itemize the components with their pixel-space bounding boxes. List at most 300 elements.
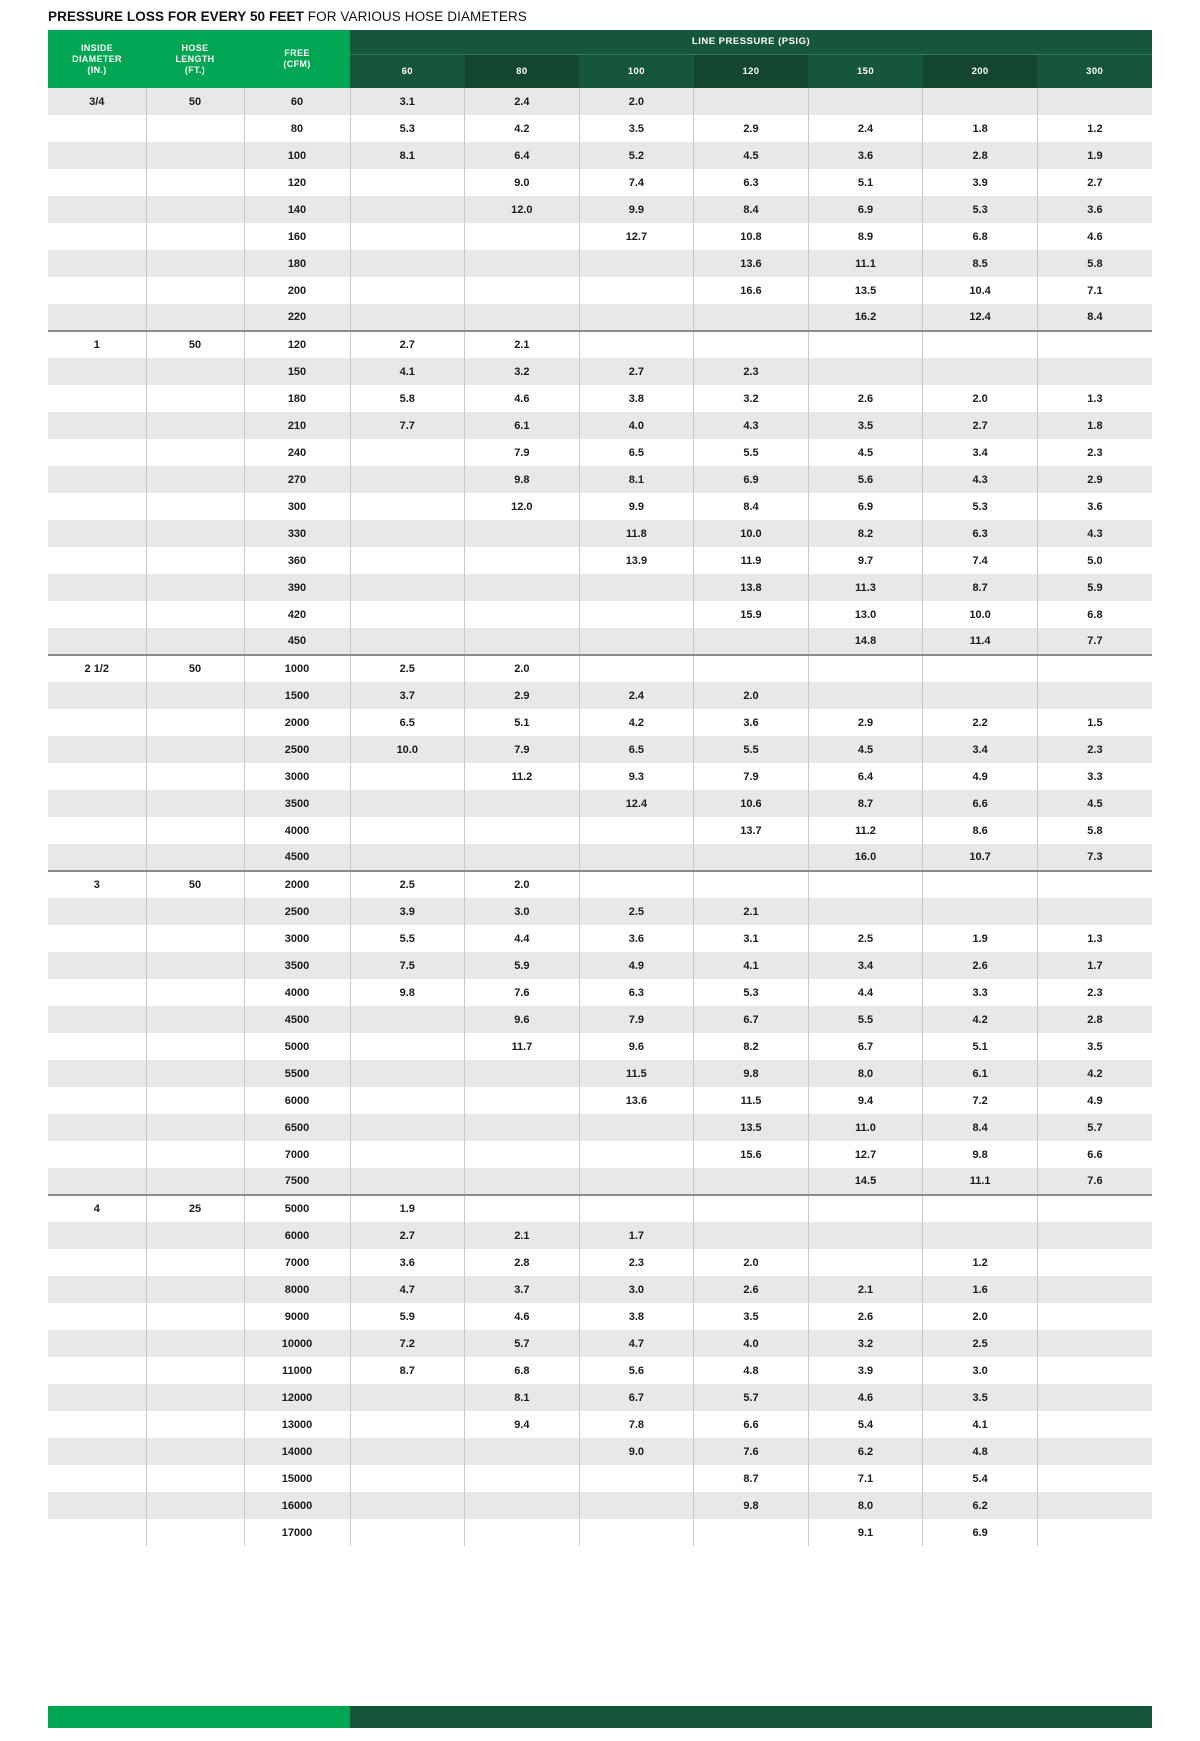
cell-pressure-80: 9.8 <box>465 466 580 493</box>
cell-pressure-60: 5.8 <box>350 385 465 412</box>
cell-pressure-80: 2.1 <box>465 331 580 358</box>
cell-pressure-120: 11.5 <box>694 1087 809 1114</box>
cell-free-cfm: 4500 <box>244 1006 350 1033</box>
cell-pressure-120: 4.5 <box>694 142 809 169</box>
table-row <box>48 466 1152 493</box>
cell-pressure-150: 12.7 <box>808 1141 923 1168</box>
cell-pressure-60 <box>350 574 465 601</box>
cell-pressure-100: 7.9 <box>579 1006 694 1033</box>
cell-pressure-150: 6.4 <box>808 763 923 790</box>
cell-pressure-150: 8.0 <box>808 1060 923 1087</box>
cell-inside-diameter <box>48 1249 146 1276</box>
cell-pressure-200 <box>923 88 1038 115</box>
cell-pressure-200: 10.7 <box>923 844 1038 871</box>
cell-pressure-60: 2.5 <box>350 871 465 898</box>
cell-pressure-80 <box>465 628 580 655</box>
cell-pressure-300: 5.7 <box>1037 1114 1152 1141</box>
cell-pressure-60: 2.5 <box>350 655 465 682</box>
cell-inside-diameter <box>48 520 146 547</box>
cell-pressure-120 <box>694 1519 809 1546</box>
cell-pressure-80: 9.0 <box>465 169 580 196</box>
cell-pressure-100: 3.6 <box>579 925 694 952</box>
cell-pressure-150: 3.9 <box>808 1357 923 1384</box>
cell-pressure-100 <box>579 574 694 601</box>
cell-pressure-80: 2.9 <box>465 682 580 709</box>
cell-pressure-120: 2.3 <box>694 358 809 385</box>
cell-hose-length <box>146 979 244 1006</box>
cell-inside-diameter <box>48 1006 146 1033</box>
cell-pressure-100 <box>579 844 694 871</box>
cell-free-cfm: 360 <box>244 547 350 574</box>
cell-pressure-150: 2.6 <box>808 385 923 412</box>
cell-pressure-150: 4.6 <box>808 1384 923 1411</box>
table-row <box>48 925 1152 952</box>
header-row-group <box>48 30 1152 54</box>
cell-pressure-300: 4.5 <box>1037 790 1152 817</box>
cell-hose-length <box>146 277 244 304</box>
cell-pressure-80 <box>465 1168 580 1195</box>
cell-hose-length: 50 <box>146 871 244 898</box>
cell-hose-length <box>146 466 244 493</box>
cell-pressure-60 <box>350 520 465 547</box>
cell-pressure-60 <box>350 1411 465 1438</box>
cell-pressure-200: 3.5 <box>923 1384 1038 1411</box>
cell-pressure-300 <box>1037 655 1152 682</box>
table-row <box>48 1492 1152 1519</box>
table-row <box>48 1141 1152 1168</box>
cell-pressure-60 <box>350 1060 465 1087</box>
table-row <box>48 979 1152 1006</box>
cell-pressure-80 <box>465 1492 580 1519</box>
cell-pressure-150 <box>808 331 923 358</box>
cell-pressure-200 <box>923 1195 1038 1222</box>
cell-pressure-200: 6.3 <box>923 520 1038 547</box>
cell-pressure-300 <box>1037 358 1152 385</box>
table-row <box>48 223 1152 250</box>
header-pressure-120: 120 <box>694 54 809 88</box>
cell-pressure-150 <box>808 682 923 709</box>
cell-pressure-100 <box>579 817 694 844</box>
cell-pressure-120 <box>694 304 809 331</box>
table-row <box>48 1222 1152 1249</box>
table-row <box>48 898 1152 925</box>
cell-hose-length <box>146 952 244 979</box>
cell-pressure-300: 2.3 <box>1087 446 1103 459</box>
cell-pressure-300: 3.3 <box>1087 770 1103 783</box>
cell-pressure-60 <box>350 547 465 574</box>
cell-pressure-150: 5.6 <box>808 466 923 493</box>
header-line-pressure-group: LINE PRESSURE (PSIG) <box>350 30 1152 54</box>
cell-pressure-100: 6.7 <box>579 1384 694 1411</box>
cell-free-cfm: 210 <box>244 412 350 439</box>
cell-free-cfm: 2500 <box>244 898 350 925</box>
table-row <box>48 1195 1152 1222</box>
cell-pressure-60 <box>350 169 465 196</box>
cell-pressure-150: 4.5 <box>808 439 923 466</box>
cell-pressure-80: 11.2 <box>465 763 580 790</box>
cell-pressure-120: 3.5 <box>694 1303 809 1330</box>
cell-inside-diameter <box>48 1222 146 1249</box>
table-row <box>48 682 1152 709</box>
cell-pressure-80: 5.7 <box>465 1330 580 1357</box>
table-row <box>48 1087 1152 1114</box>
cell-hose-length <box>146 358 244 385</box>
cell-pressure-200: 2.6 <box>923 952 1038 979</box>
cell-pressure-200: 4.1 <box>923 1411 1038 1438</box>
cell-pressure-80 <box>465 1519 580 1546</box>
cell-pressure-120: 8.2 <box>694 1033 809 1060</box>
cell-hose-length <box>146 601 244 628</box>
cell-pressure-100 <box>579 304 694 331</box>
cell-pressure-80 <box>465 574 580 601</box>
cell-inside-diameter <box>48 1519 146 1546</box>
cell-hose-length <box>146 898 244 925</box>
cell-pressure-80 <box>465 304 580 331</box>
cell-pressure-200 <box>923 655 1038 682</box>
cell-pressure-150: 6.2 <box>808 1438 923 1465</box>
cell-free-cfm: 80 <box>244 115 350 142</box>
cell-pressure-200: 1.2 <box>923 1249 1038 1276</box>
cell-pressure-60 <box>350 1168 465 1195</box>
cell-pressure-100: 12.7 <box>579 223 694 250</box>
cell-pressure-60 <box>350 1438 465 1465</box>
cell-pressure-80: 9.6 <box>465 1006 580 1033</box>
cell-free-cfm: 16000 <box>244 1492 350 1519</box>
cell-pressure-60: 8.7 <box>350 1357 465 1384</box>
cell-inside-diameter <box>48 547 146 574</box>
cell-pressure-150: 7.1 <box>808 1465 923 1492</box>
cell-pressure-150: 3.4 <box>808 952 923 979</box>
cell-pressure-150 <box>808 88 923 115</box>
cell-pressure-60: 5.9 <box>350 1303 465 1330</box>
cell-pressure-150: 11.0 <box>808 1114 923 1141</box>
cell-pressure-120: 6.9 <box>694 466 809 493</box>
cell-pressure-200: 5.3 <box>923 493 1038 520</box>
cell-pressure-200: 4.2 <box>923 1006 1038 1033</box>
cell-free-cfm: 450 <box>244 628 350 655</box>
cell-pressure-120: 2.1 <box>694 898 809 925</box>
cell-inside-diameter: 3/4 <box>48 88 146 115</box>
cell-hose-length <box>146 628 244 655</box>
footer-bar <box>48 1706 1152 1728</box>
cell-free-cfm: 150 <box>244 358 350 385</box>
cell-pressure-200: 11.4 <box>923 628 1038 655</box>
cell-pressure-300: 7.7 <box>1037 628 1152 655</box>
cell-pressure-60: 6.5 <box>350 709 465 736</box>
cell-inside-diameter <box>48 1168 146 1195</box>
cell-pressure-120: 4.8 <box>694 1357 809 1384</box>
cell-pressure-150 <box>808 358 923 385</box>
cell-pressure-150: 2.4 <box>808 115 923 142</box>
header-pressure-200: 200 <box>923 54 1038 88</box>
cell-pressure-120: 5.5 <box>694 736 809 763</box>
cell-pressure-150 <box>808 1195 923 1222</box>
cell-free-cfm: 60 <box>244 88 350 115</box>
cell-free-cfm: 17000 <box>244 1519 350 1546</box>
cell-free-cfm: 160 <box>244 223 350 250</box>
cell-pressure-60: 10.0 <box>350 736 465 763</box>
cell-pressure-150: 2.1 <box>808 1276 923 1303</box>
cell-free-cfm: 14000 <box>244 1438 350 1465</box>
cell-pressure-60: 7.5 <box>350 952 465 979</box>
cell-pressure-300 <box>1037 1222 1152 1249</box>
cell-free-cfm: 3000 <box>244 925 350 952</box>
cell-free-cfm: 6000 <box>244 1087 350 1114</box>
cell-pressure-60 <box>350 817 465 844</box>
cell-inside-diameter <box>48 844 146 871</box>
cell-inside-diameter <box>48 736 146 763</box>
cell-pressure-100: 2.5 <box>579 898 694 925</box>
cell-inside-diameter <box>48 601 146 628</box>
cell-hose-length <box>146 844 244 871</box>
cell-pressure-80: 2.0 <box>465 655 580 682</box>
table-row <box>48 655 1152 682</box>
table-header <box>48 30 1152 88</box>
header-hose-length <box>146 30 244 88</box>
cell-pressure-200 <box>923 1222 1038 1249</box>
cell-pressure-120 <box>694 1222 809 1249</box>
header-pressure-60: 60 <box>350 54 465 88</box>
cell-free-cfm: 4000 <box>244 817 350 844</box>
cell-pressure-60 <box>350 277 465 304</box>
cell-hose-length: 50 <box>146 655 244 682</box>
cell-free-cfm: 420 <box>244 601 350 628</box>
header-pressure-300: 300 <box>1037 54 1152 88</box>
header-free-cfm <box>244 30 350 88</box>
cell-pressure-150 <box>808 1249 923 1276</box>
cell-pressure-200: 2.5 <box>923 1330 1038 1357</box>
cell-pressure-200: 4.9 <box>923 763 1038 790</box>
cell-pressure-60 <box>350 196 465 223</box>
cell-pressure-300: 7.3 <box>1037 844 1152 871</box>
cell-pressure-200 <box>923 682 1038 709</box>
cell-pressure-200: 7.4 <box>923 547 1038 574</box>
cell-pressure-200: 3.4 <box>923 439 1038 466</box>
cell-hose-length <box>146 709 244 736</box>
cell-pressure-80: 4.2 <box>465 115 580 142</box>
cell-pressure-300: 4.2 <box>1037 1060 1152 1087</box>
table-row <box>48 115 1152 142</box>
table-row <box>48 1249 1152 1276</box>
header-hose-length-l2: LENGTH <box>175 53 215 64</box>
cell-pressure-300: 4.6 <box>1087 230 1103 243</box>
cell-pressure-120: 3.2 <box>694 385 809 412</box>
cell-pressure-200: 2.0 <box>923 385 1038 412</box>
cell-hose-length <box>146 250 244 277</box>
cell-pressure-80: 3.2 <box>465 358 580 385</box>
table-row <box>48 1168 1152 1195</box>
cell-pressure-200: 6.6 <box>923 790 1038 817</box>
cell-inside-diameter <box>48 1465 146 1492</box>
cell-pressure-100: 2.0 <box>579 88 694 115</box>
cell-free-cfm: 3500 <box>244 952 350 979</box>
cell-hose-length <box>146 763 244 790</box>
cell-pressure-100: 3.0 <box>579 1276 694 1303</box>
cell-pressure-120: 8.7 <box>694 1465 809 1492</box>
cell-pressure-120: 4.3 <box>694 412 809 439</box>
cell-pressure-80 <box>465 277 580 304</box>
cell-pressure-150 <box>808 655 923 682</box>
cell-inside-diameter <box>48 439 146 466</box>
cell-pressure-200: 10.0 <box>923 601 1038 628</box>
footer-bar-light <box>48 1706 350 1728</box>
cell-hose-length <box>146 304 244 331</box>
table-row <box>48 1519 1152 1546</box>
table-row <box>48 277 1152 304</box>
cell-pressure-100 <box>579 1114 694 1141</box>
cell-pressure-300: 1.5 <box>1087 716 1103 729</box>
cell-hose-length <box>146 520 244 547</box>
cell-pressure-80 <box>465 547 580 574</box>
cell-inside-diameter <box>48 466 146 493</box>
cell-pressure-80 <box>465 1087 580 1114</box>
cell-pressure-200: 3.9 <box>923 169 1038 196</box>
cell-hose-length <box>146 1222 244 1249</box>
cell-pressure-150: 6.7 <box>808 1033 923 1060</box>
table-row <box>48 1303 1152 1330</box>
cell-pressure-120: 7.9 <box>694 763 809 790</box>
cell-pressure-200: 3.4 <box>923 736 1038 763</box>
cell-pressure-60 <box>350 628 465 655</box>
cell-free-cfm: 10000 <box>244 1330 350 1357</box>
cell-pressure-200: 6.2 <box>923 1492 1038 1519</box>
cell-pressure-300: 4.9 <box>1087 1094 1103 1107</box>
cell-pressure-120: 10.6 <box>694 790 809 817</box>
table-row <box>48 142 1152 169</box>
cell-inside-diameter <box>48 574 146 601</box>
cell-hose-length <box>146 1033 244 1060</box>
cell-pressure-80: 2.0 <box>465 871 580 898</box>
cell-hose-length <box>146 196 244 223</box>
cell-pressure-80 <box>465 790 580 817</box>
cell-pressure-100: 9.0 <box>579 1438 694 1465</box>
cell-pressure-200: 9.8 <box>923 1141 1038 1168</box>
cell-pressure-100: 9.3 <box>579 763 694 790</box>
cell-pressure-60 <box>350 304 465 331</box>
cell-pressure-80 <box>465 520 580 547</box>
table-row <box>48 1384 1152 1411</box>
cell-pressure-150: 16.2 <box>808 304 923 331</box>
cell-inside-diameter <box>48 196 146 223</box>
cell-pressure-120: 3.1 <box>694 925 809 952</box>
cell-pressure-150: 2.9 <box>808 709 923 736</box>
table-row <box>48 736 1152 763</box>
pressure-loss-table <box>48 30 1152 1546</box>
cell-pressure-60 <box>350 223 465 250</box>
cell-pressure-100: 7.8 <box>579 1411 694 1438</box>
cell-pressure-200: 10.4 <box>923 277 1038 304</box>
cell-pressure-100: 4.7 <box>579 1330 694 1357</box>
table-row <box>48 250 1152 277</box>
cell-pressure-200: 4.8 <box>923 1438 1038 1465</box>
table-row <box>48 1033 1152 1060</box>
table-row <box>48 1438 1152 1465</box>
cell-pressure-120 <box>694 1168 809 1195</box>
table-row <box>48 331 1152 358</box>
cell-pressure-100 <box>579 628 694 655</box>
table-row <box>48 520 1152 547</box>
cell-pressure-120 <box>694 844 809 871</box>
cell-pressure-150: 16.0 <box>808 844 923 871</box>
cell-pressure-200: 6.8 <box>923 223 1038 250</box>
table-row <box>48 601 1152 628</box>
cell-pressure-300: 2.3 <box>1037 736 1152 763</box>
cell-pressure-80: 7.9 <box>465 736 580 763</box>
cell-inside-diameter <box>48 898 146 925</box>
cell-pressure-100: 1.7 <box>579 1222 694 1249</box>
pressure-loss-table-wrap <box>48 30 1152 1546</box>
cell-pressure-200: 6.1 <box>923 1060 1038 1087</box>
cell-pressure-300: 7.1 <box>1087 284 1103 297</box>
cell-pressure-120: 10.8 <box>694 223 809 250</box>
table-row <box>48 493 1152 520</box>
cell-hose-length <box>146 682 244 709</box>
cell-pressure-200: 12.4 <box>923 304 1038 331</box>
cell-pressure-120: 13.7 <box>694 817 809 844</box>
cell-pressure-200 <box>923 331 1038 358</box>
cell-free-cfm: 5000 <box>244 1195 350 1222</box>
cell-free-cfm: 1000 <box>244 655 350 682</box>
cell-inside-diameter <box>48 763 146 790</box>
cell-free-cfm: 11000 <box>244 1357 350 1384</box>
cell-pressure-120: 3.6 <box>694 709 809 736</box>
cell-pressure-120: 7.6 <box>694 1438 809 1465</box>
cell-pressure-200: 5.3 <box>923 196 1038 223</box>
cell-free-cfm: 8000 <box>244 1276 350 1303</box>
cell-hose-length <box>146 1519 244 1546</box>
table-row <box>48 385 1152 412</box>
cell-pressure-80 <box>465 1438 580 1465</box>
cell-pressure-60: 2.7 <box>350 1222 465 1249</box>
cell-free-cfm: 1500 <box>244 682 350 709</box>
cell-pressure-80 <box>465 844 580 871</box>
cell-pressure-300: 2.7 <box>1087 176 1103 189</box>
cell-pressure-200: 1.9 <box>923 925 1038 952</box>
cell-inside-diameter <box>48 1060 146 1087</box>
cell-pressure-200: 8.5 <box>923 250 1038 277</box>
cell-pressure-150: 14.5 <box>808 1168 923 1195</box>
cell-hose-length <box>146 412 244 439</box>
cell-pressure-100: 3.8 <box>579 385 694 412</box>
cell-pressure-200: 4.3 <box>923 466 1038 493</box>
cell-pressure-60: 1.9 <box>350 1195 465 1222</box>
cell-pressure-120: 6.3 <box>694 169 809 196</box>
cell-pressure-300: 1.9 <box>1037 142 1152 169</box>
cell-pressure-60 <box>350 1492 465 1519</box>
cell-pressure-60 <box>350 1033 465 1060</box>
cell-pressure-100 <box>579 1168 694 1195</box>
cell-pressure-120: 4.0 <box>694 1330 809 1357</box>
cell-pressure-150: 14.8 <box>808 628 923 655</box>
table-row <box>48 547 1152 574</box>
cell-hose-length <box>146 385 244 412</box>
cell-hose-length <box>146 1168 244 1195</box>
cell-inside-diameter <box>48 250 146 277</box>
cell-pressure-150: 11.2 <box>808 817 923 844</box>
cell-pressure-60 <box>350 1141 465 1168</box>
cell-inside-diameter: 3 <box>48 871 146 898</box>
cell-inside-diameter <box>48 1303 146 1330</box>
cell-pressure-100: 4.2 <box>579 709 694 736</box>
cell-pressure-200: 2.8 <box>923 142 1038 169</box>
cell-hose-length <box>146 223 244 250</box>
cell-pressure-100: 6.3 <box>579 979 694 1006</box>
cell-pressure-120: 2.0 <box>694 1249 809 1276</box>
cell-pressure-150: 8.9 <box>808 223 923 250</box>
cell-free-cfm: 220 <box>244 304 350 331</box>
cell-pressure-80 <box>465 1141 580 1168</box>
cell-pressure-200: 8.7 <box>923 574 1038 601</box>
